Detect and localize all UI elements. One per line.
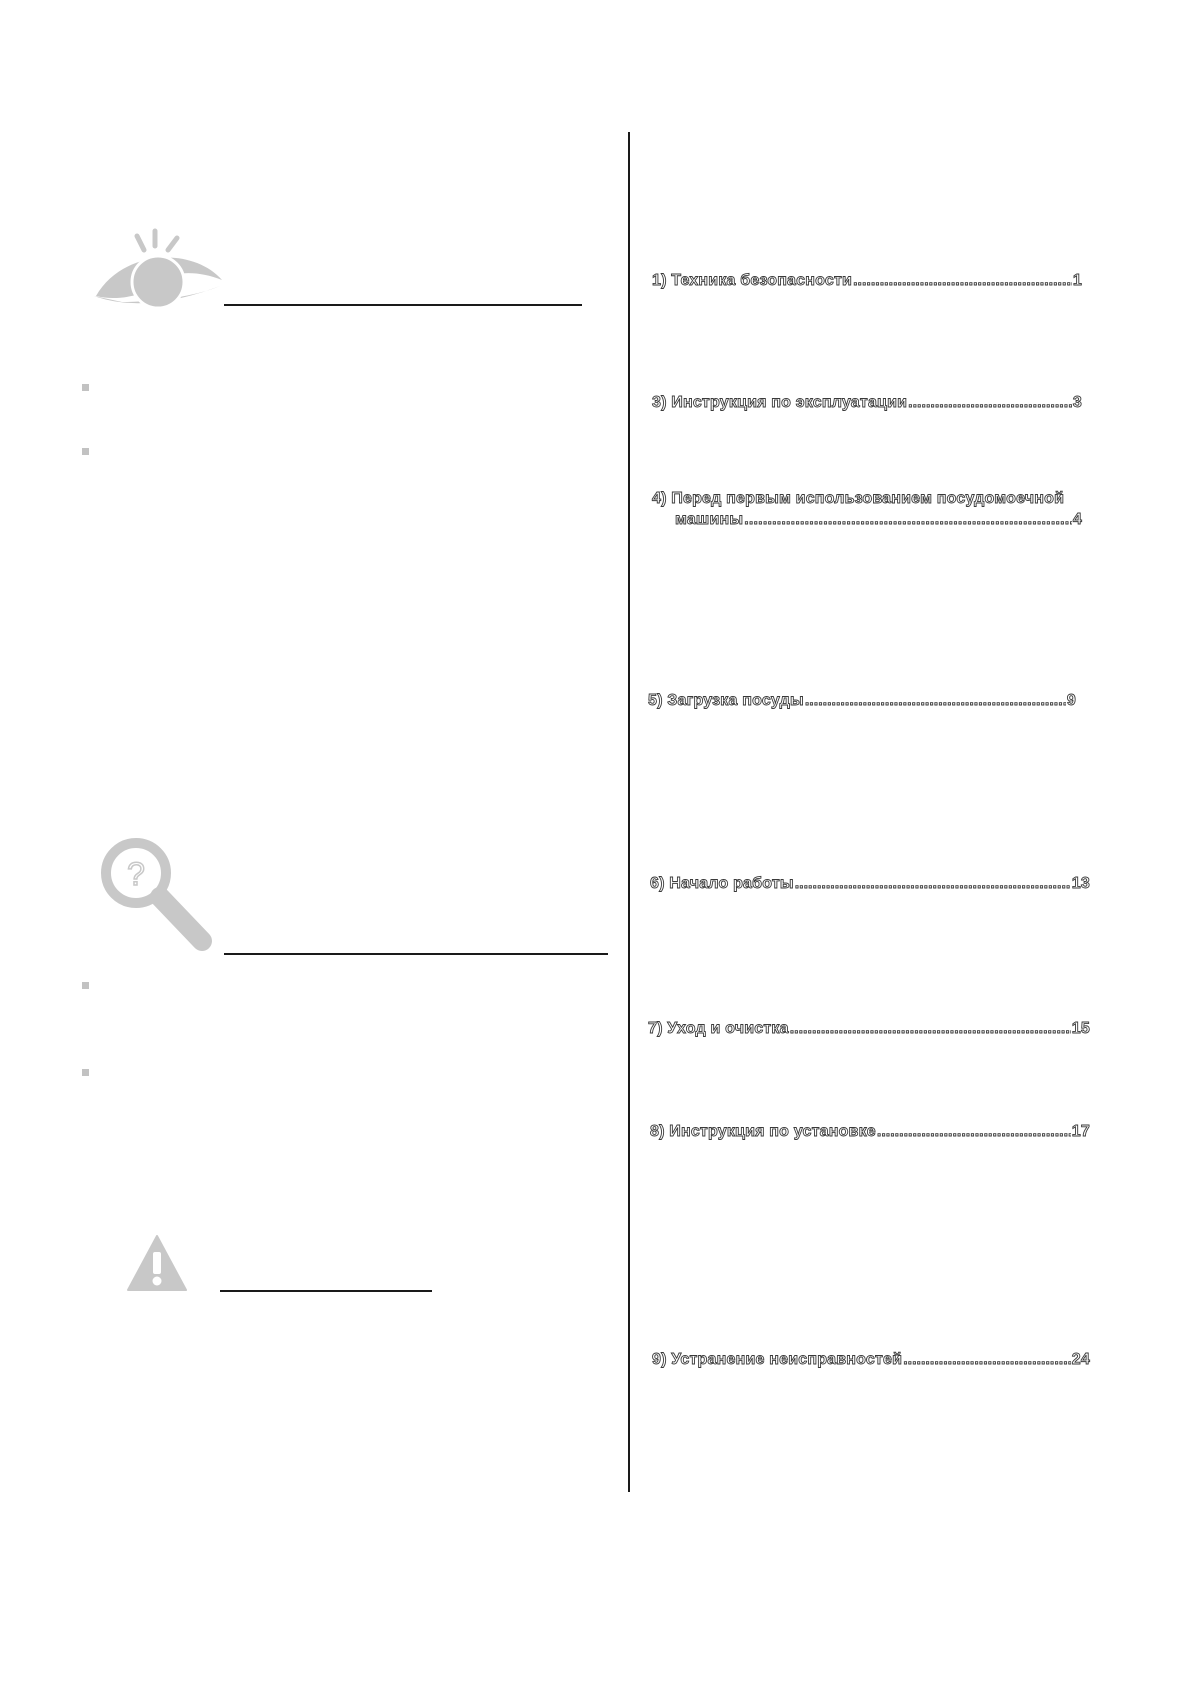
- toc-leader: [795, 875, 1071, 893]
- toc-page-number: 3: [1072, 394, 1082, 411]
- toc-leader: [853, 272, 1072, 290]
- toc-leader: [790, 1020, 1071, 1038]
- eye-icon: [92, 228, 224, 318]
- toc-entry-label-continued: машины: [675, 511, 744, 528]
- toc-leader: [877, 1123, 1071, 1141]
- toc-page-number: 4: [1072, 511, 1082, 528]
- toc-entry-5[interactable]: [648, 692, 1076, 710]
- toc-page-number: 9: [1066, 692, 1076, 709]
- toc-entry-8[interactable]: [650, 1123, 1090, 1141]
- section-rule-2: [224, 953, 608, 955]
- toc-page-number: 15: [1071, 1020, 1090, 1037]
- toc-entry-label: 1) Техника безопасности: [652, 272, 853, 289]
- toc-leader: [903, 1351, 1071, 1369]
- toc-entry-7[interactable]: [648, 1020, 1090, 1038]
- toc-entry-label: 6) Начало работы: [650, 875, 794, 892]
- toc-entry-3[interactable]: [652, 394, 1082, 412]
- warning-triangle-icon: [126, 1234, 188, 1292]
- toc-leader: [908, 394, 1072, 412]
- magnifier-question-icon: [98, 835, 214, 953]
- section-rule-3: [220, 1290, 432, 1292]
- column-divider: [628, 132, 630, 1492]
- toc-page-number: 13: [1071, 875, 1090, 892]
- toc-entry-label: 4) Перед первым использованием посудомоечной: [652, 490, 1065, 507]
- toc-leader: [805, 692, 1066, 710]
- toc-entry-4[interactable]: [652, 490, 1082, 529]
- toc-entry-1[interactable]: [652, 272, 1082, 290]
- svg-text:?: ?: [127, 856, 145, 892]
- toc-entry-label: 3) Инструкция по эксплуатации: [652, 394, 908, 411]
- bullet-marker: [82, 448, 89, 455]
- toc-entry-label: 7) Уход и очистка: [648, 1020, 789, 1037]
- bullet-marker: [82, 1069, 89, 1076]
- toc-entry-6[interactable]: [650, 875, 1090, 893]
- toc-entry-label: 9) Устранение неисправностей: [652, 1351, 903, 1368]
- toc-page-number: 24: [1071, 1351, 1090, 1368]
- toc-entry-label: 8) Инструкция по установке: [650, 1123, 876, 1140]
- bullet-marker: [82, 982, 89, 989]
- toc-page-number: 17: [1071, 1123, 1090, 1140]
- toc-leader: [744, 511, 1072, 529]
- toc-entry-9[interactable]: [652, 1351, 1090, 1369]
- bullet-marker: [82, 384, 89, 391]
- toc-page-number: 1: [1072, 272, 1082, 289]
- toc-entry-label: 5) Загрузка посуды: [648, 692, 804, 709]
- section-rule-1: [224, 304, 582, 306]
